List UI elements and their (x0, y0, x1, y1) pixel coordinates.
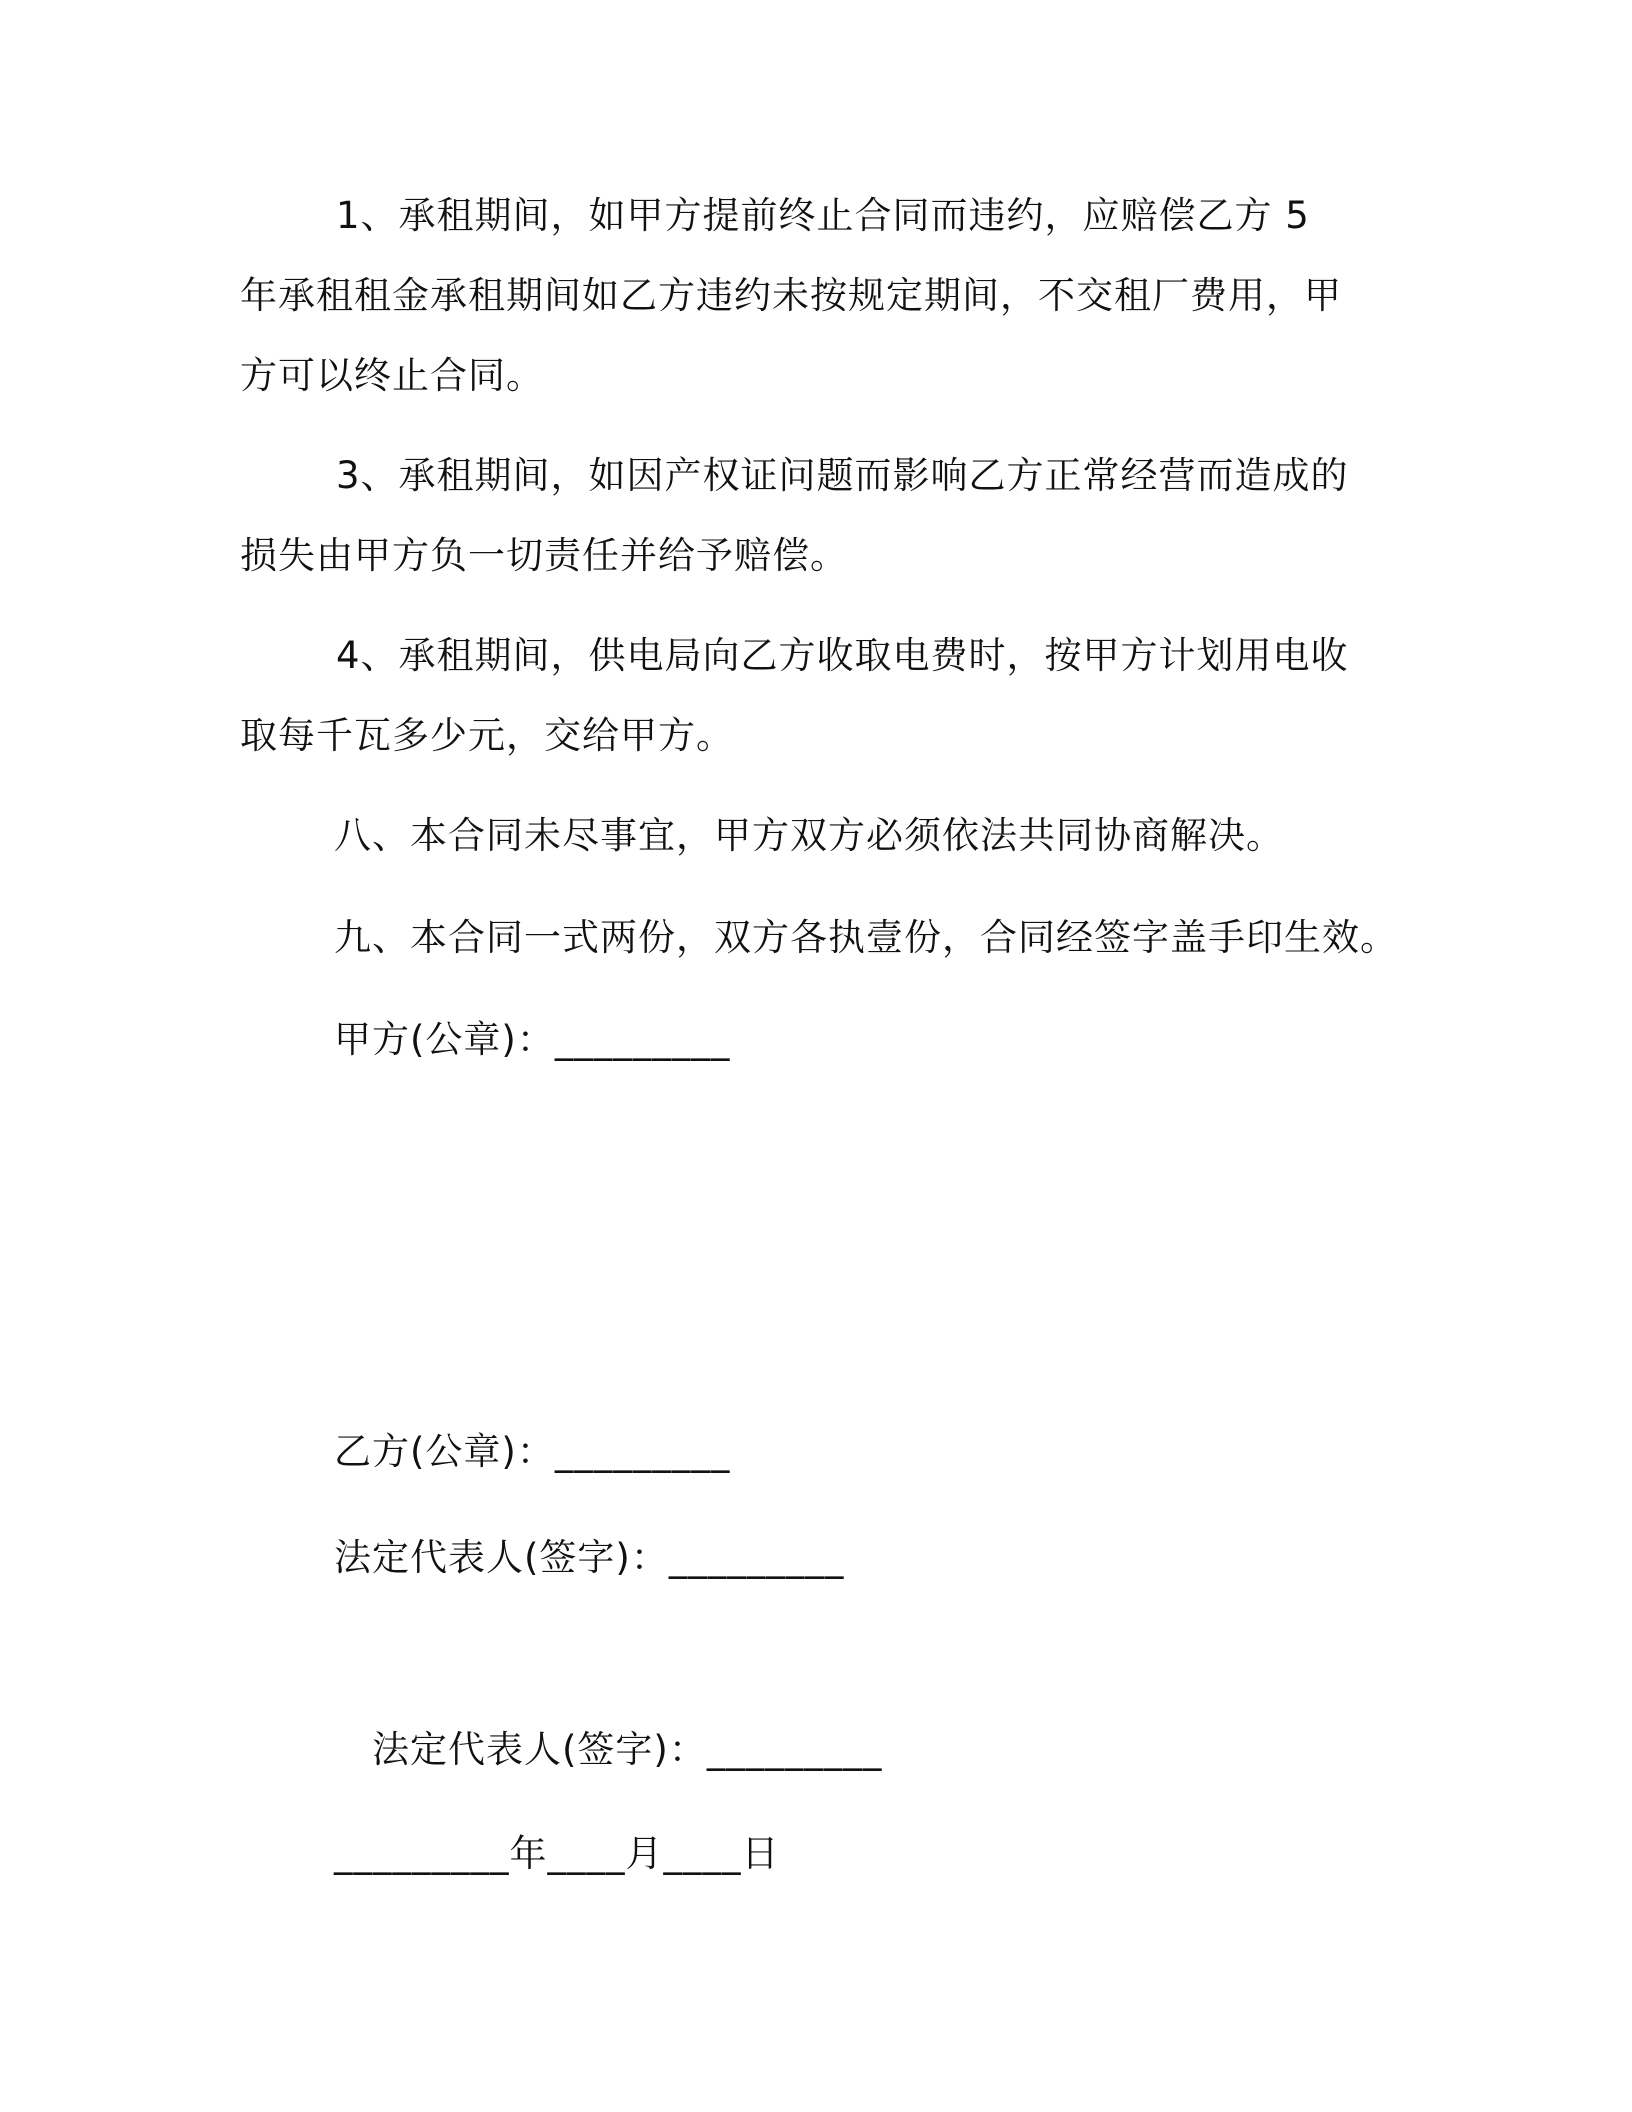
clause-paragraph-3: 3、承租期间，如因产权证问题而影响乙方正常经营而造成的损失由甲方负一切责任并给予赔偿。 (240, 454, 1349, 577)
party-b-seal-line: 乙方(公章)：_________ (334, 1430, 731, 1473)
legal-representative-signature-line-2: 法定代表人(签字)：_________ (372, 1728, 883, 1771)
clause-9: 九、本合同一式两份，双方各执壹份，合同经签字盖手印生效。 (334, 916, 1398, 959)
clause-paragraph-4: 4、承租期间，供电局向乙方收取电费时，按甲方计划用电收取每千瓦多少元，交给甲方。 (240, 634, 1349, 757)
clause-paragraph-1: 1、承租期间，如甲方提前终止合同而违约，应赔偿乙方 5 年承租租金承租期间如乙方违约未按规定期间，不交租厂费用，甲方可以终止合同。 (240, 194, 1342, 397)
date-line: _________年____月____日 (334, 1832, 780, 1875)
party-a-seal-line: 甲方(公章)：_________ (334, 1018, 731, 1061)
clause-8: 八、本合同未尽事宜，甲方双方必须依法共同协商解决。 (334, 814, 1284, 857)
legal-representative-signature-line: 法定代表人(签字)：_________ (334, 1536, 845, 1579)
